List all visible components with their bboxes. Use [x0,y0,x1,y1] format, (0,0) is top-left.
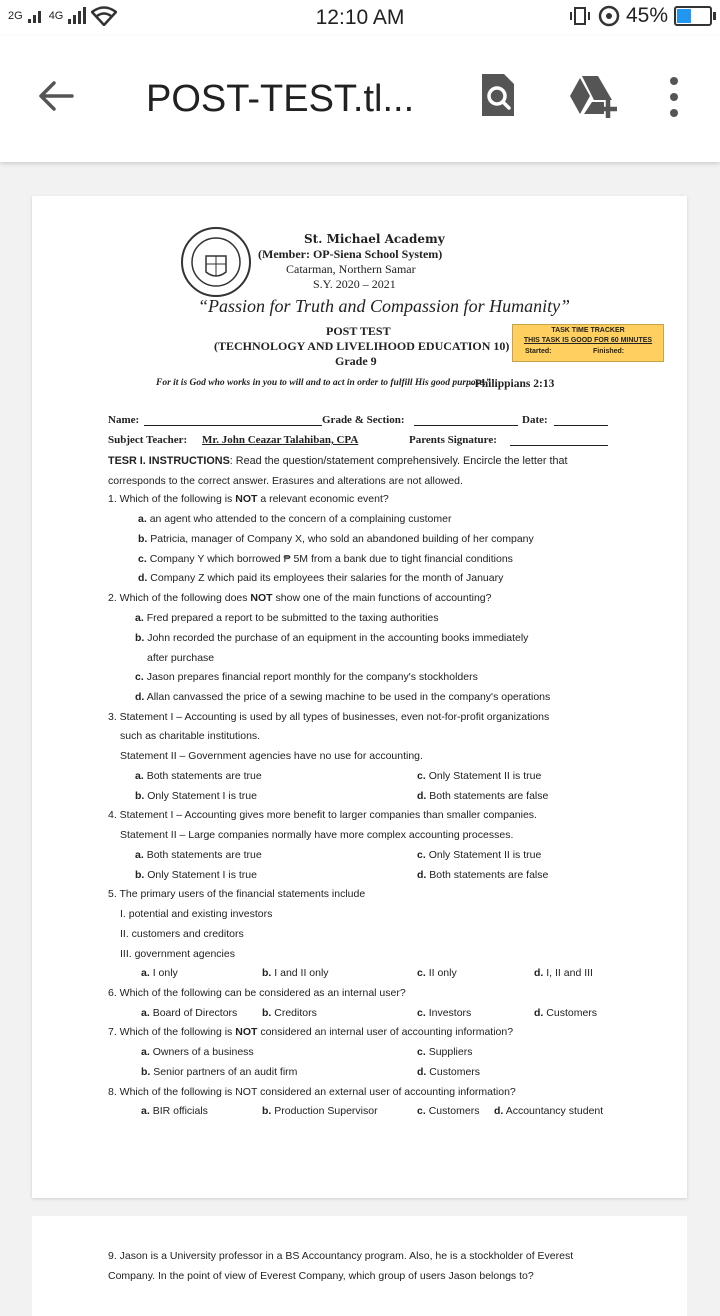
q7-option-d: d. Customers [417,1066,481,1078]
question-2: 2. Which of the following does NOT show one of the main functions of accounting? [108,592,492,604]
tracker-title: TASK TIME TRACKER [551,327,625,334]
q2-option-d: d. Allan canvassed the price of a sewing machine to be used in the company's operations [135,691,551,703]
q3-option-d: d. Both statements are false [417,790,549,802]
q2-option-a: a. Fred prepared a report to be submitted to the taxing authorities [135,612,439,624]
q6-option-c: c. Investors [417,1007,472,1019]
document-title: POST-TEST.tl... [146,78,415,120]
school-year: S.Y. 2020 – 2021 [313,277,396,291]
tracker-started: Started: [525,348,552,355]
test-title: POST TEST [326,324,391,338]
motto: “Passion for Truth and Compassion for Humanity” [198,296,571,316]
school-seal-logo [180,226,252,298]
bible-verse-ref: –Philippians 2:13 [469,378,555,390]
question-3: 3. Statement I – Accounting is used by all types of businesses, even not-for-profit organizations [108,711,550,723]
q2-option-b: b. John recorded the purchase of an equipment in the accounting books immediately [135,632,529,644]
question-3-statement-ii: Statement II – Government agencies have no use for accounting. [120,750,423,762]
q4-option-d: d. Both statements are false [417,869,549,881]
more-options-icon[interactable] [664,74,684,120]
q7-option-c: c. Suppliers [417,1046,473,1058]
q5-item-ii: II. customers and creditors [120,928,244,940]
q5-item-i: I. potential and existing investors [120,908,273,920]
q4-option-b: b. Only Statement I is true [135,869,257,881]
q5-option-c: c. II only [417,967,457,979]
parents-signature-label: Parents Signature: [409,434,497,446]
document-page [32,196,687,1198]
question-8: 8. Which of the following is NOT considered an external user of accounting information? [108,1086,516,1098]
instructions [108,455,567,467]
q6-option-a: a. Board of Directors [141,1007,238,1019]
battery-percent: 45% [625,4,668,27]
subject-title: (TECHNOLOGY AND LIVELIHOOD EDUCATION 10) [214,339,510,353]
q3-option-c: c. Only Statement II is true [417,770,542,782]
clock: 12:10 AM [315,6,405,29]
q2-option-c: c. Jason prepares financial report monthly for the company's stockholders [135,671,478,683]
q1-option-b: b. Patricia, manager of Company X, who sold an abandoned building of her company [138,533,534,545]
q8-option-a: a. BIR officials [141,1105,208,1117]
data-saver-icon [598,5,620,27]
q7-option-a: a. Owners of a business [141,1046,254,1058]
tracker-finished: Finished: [593,348,625,355]
question-4: 4. Statement I – Accounting gives more benefit to larger companies than smaller companies. [108,809,537,821]
bible-verse: For it is God who works in you to will and to act in order to fulfill His good purpose.” [156,378,491,388]
question-6: 6. Which of the following can be considered as an internal user? [108,987,406,999]
q8-option-c: c. Customers [417,1105,480,1117]
instructions-label: TESR I. INSTRUCTIONS [108,455,230,467]
status-right [568,4,712,28]
q3-option-b: b. Only Statement I is true [135,790,257,802]
q4-option-c: c. Only Statement II is true [417,849,542,861]
q8-option-b: b. Production Supervisor [262,1105,378,1117]
q4-option-a: a. Both statements are true [135,849,262,861]
instructions-text-2: corresponds to the correct answer. Erasures and alterations are not allowed. [108,475,463,487]
teacher-name: Mr. John Ceazar Talahiban, CPA [202,434,359,446]
question-3-cont: such as charitable institutions. [120,730,261,742]
task-time-tracker [512,324,664,362]
battery-icon [674,6,712,26]
q5-option-d: d. I, II and III [534,967,593,979]
q1-option-d: d. Company Z which paid its employees their salaries for the month of January [138,572,504,584]
add-to-drive-icon[interactable] [568,74,618,118]
back-arrow-icon[interactable] [36,76,76,116]
q6-option-d: d. Customers [534,1007,598,1019]
app-bar [0,36,720,162]
q5-option-b: b. I and II only [262,967,329,979]
date-label: Date: [522,414,548,426]
q5-item-iii: III. government agencies [120,948,235,960]
q3-option-a: a. Both statements are true [135,770,262,782]
network-4g-label: 4G [48,10,64,22]
vibrate-icon [568,6,592,26]
q6-option-b: b. Creditors [262,1007,317,1019]
document-page-2 [32,1216,687,1316]
question-9: 9. Jason is a University professor in a BS Accountancy program. Also, he is a stockholder of Everest [108,1250,574,1262]
find-in-document-icon[interactable] [478,72,518,118]
q5-option-a: a. I only [141,967,178,979]
school-location: Catarman, Northern Samar [286,262,416,276]
battery-level [677,9,691,23]
q2-option-b-cont: after purchase [147,652,215,664]
q1-option-a: a. an agent who attended to the concern of a complaining customer [138,513,452,525]
question-1: 1. Which of the following is NOT a relevant economic event? [108,493,389,505]
network-2g-label: 2G [8,10,23,22]
status-bar [0,0,720,36]
question-9-cont: Company. In the point of view of Everest Company, which group of users Jason belongs to? [108,1270,534,1282]
instructions-text: : Read the question/statement comprehensively. Encircle the letter that [229,455,568,467]
q7-option-b: b. Senior partners of an audit firm [141,1066,298,1078]
question-4-statement-ii: Statement II – Large companies normally have more complex accounting processes. [120,829,514,841]
q8-option-d: d. Accountancy student [494,1105,604,1117]
q1-option-c: c. Company Y which borrowed ₱ 5M from a bank due to tight financial conditions [138,553,513,565]
grade-section-label: Grade & Section: [322,414,405,426]
school-name: St. Michael Academy [304,232,445,246]
school-member: (Member: OP-Siena School System) [258,247,443,261]
tracker-line: THIS TASK IS GOOD FOR 60 MINUTES [523,337,653,344]
name-label: Name: [108,414,140,426]
question-7: 7. Which of the following is NOT considered an internal user of accounting information? [108,1026,514,1038]
question-5: 5. The primary users of the financial statements include [108,888,366,900]
teacher-label: Subject Teacher: [108,434,188,446]
grade-title: Grade 9 [335,354,377,368]
